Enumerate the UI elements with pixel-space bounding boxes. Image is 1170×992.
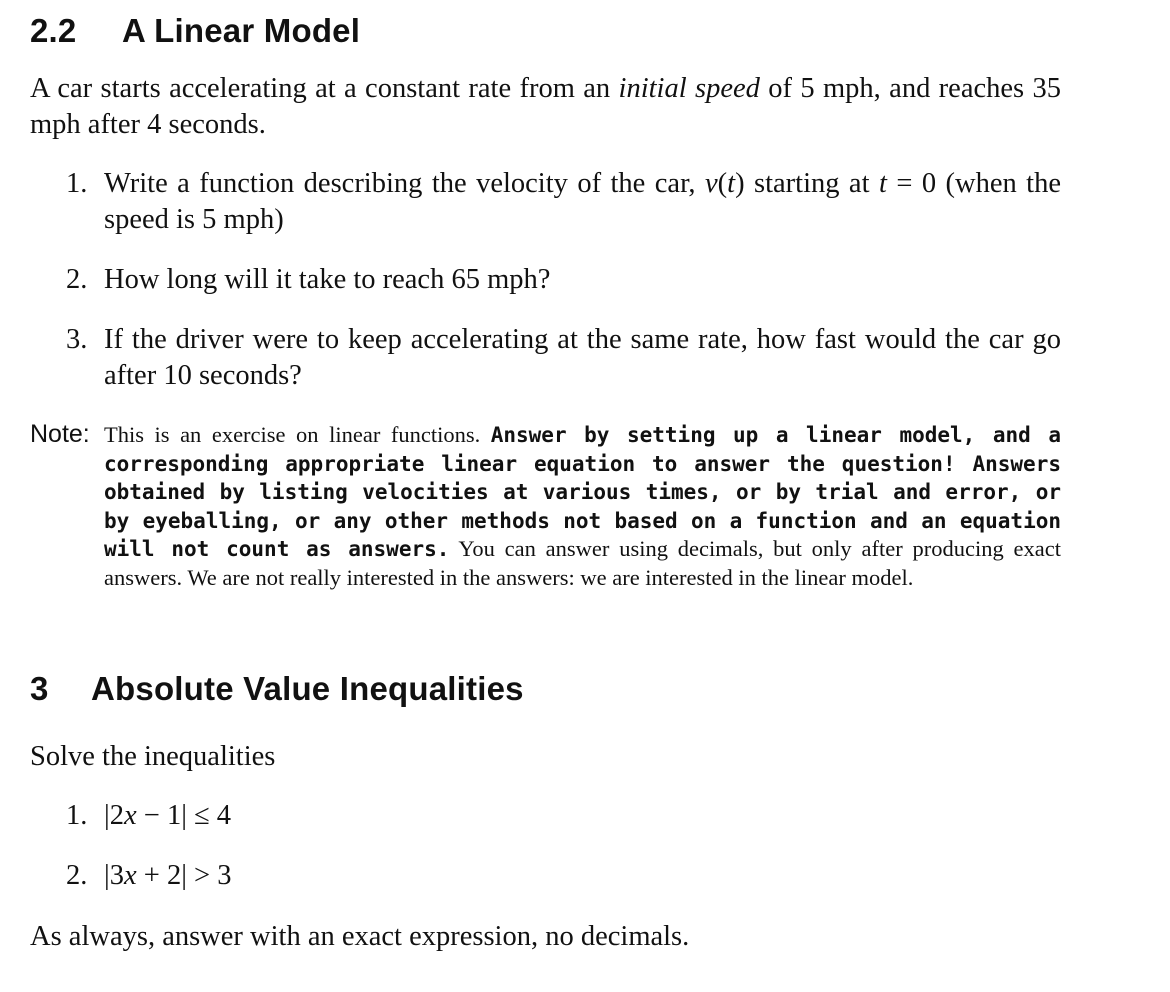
section-title: Absolute Value Inequalities [91,670,524,707]
list-number: 1. [66,800,88,831]
closing-remark: As always, answer with an exact expression, no decimals. [30,921,690,952]
list-item-3 [66,322,1061,394]
inequality-1 [66,798,666,834]
section-number: 2.2 [30,12,77,49]
solve-intro: Solve the inequalities [30,741,276,772]
list-item-2 [66,262,1061,298]
section-title: A Linear Model [122,12,361,49]
list-text: If the driver were to keep accelerating at the same rate, how fast would the car go after 10 seconds? [104,324,1061,391]
note-body: This is an exercise on linear functions. Answer by setting up a linear model, and a corresponding appropriate linear equation to answer the question! Answers obtained by listing velocities at various times, or by trial and error, or by eyeballing, or any other methods not based on a function and an equation will not count as answers. You can answer using decimals, but only after producing exact answers. We are not really interested in the answers: we are interested in the linear model. [104,422,1061,590]
note-label: Note: [30,420,90,448]
inequality-expression: |2x − 1| ≤ 4 [104,800,232,831]
section-heading-3 [30,670,524,708]
list-number: 1. [66,168,88,199]
list-item-1 [66,166,1061,238]
list-number: 3. [66,324,88,355]
inequality-2 [66,858,666,894]
list-number: 2. [66,860,88,891]
intro-paragraph [30,71,1061,143]
section-heading-2-2 [30,12,360,50]
list-number: 2. [66,264,88,295]
list-text: How long will it take to reach 65 mph? [104,264,551,295]
list-text: Write a function describing the velocity of the car, v(t) starting at t = 0 (when the speed is 5 mph) [104,168,1061,235]
intro-emphasis: initial speed [618,73,760,104]
section-number: 3 [30,670,49,707]
inequality-expression: |3x + 2| > 3 [104,860,232,891]
intro-text-2: of 5 mph, and reaches 35 mph after 4 seconds. [30,73,1061,140]
intro-text: A car starts accelerating at a constant rate from an [30,73,619,104]
note-emphasis: Answer by setting up a linear model, and a corresponding appropriate linear equation to answer the question! Answers obtained by listing velocities at various times, or by trial and error, or by eyeballing, or any other methods not based on a function and an equation will not count as answers. [104,423,1061,561]
